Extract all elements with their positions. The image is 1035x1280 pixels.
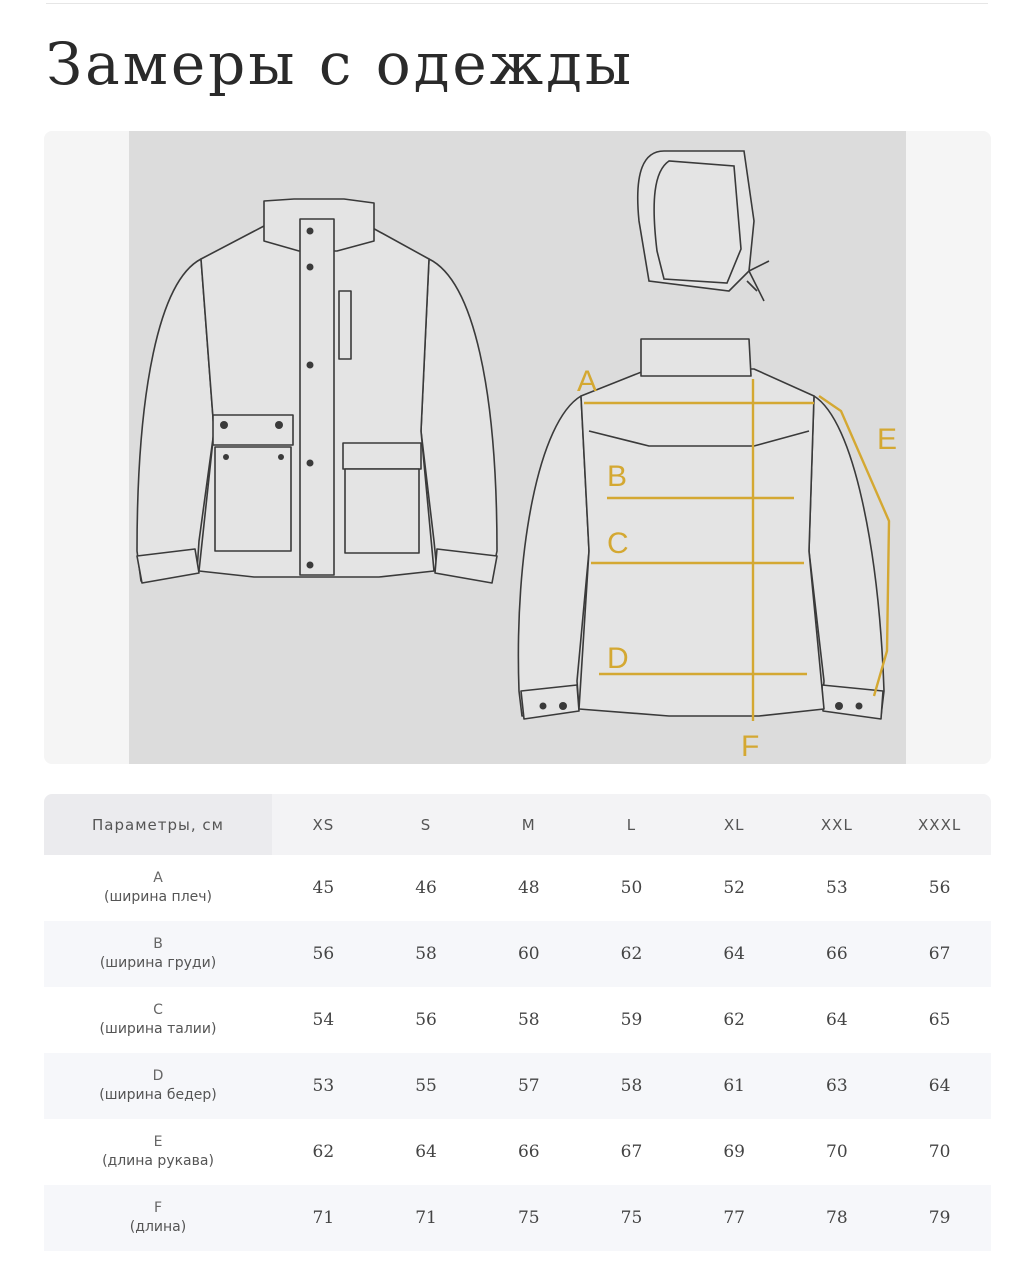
header-size-xxxl: XXXL: [888, 794, 991, 855]
value-cell: 61: [683, 1053, 786, 1119]
param-code: A: [153, 870, 163, 886]
value-cell: 71: [272, 1185, 375, 1251]
jacket-diagram-svg: [129, 131, 906, 764]
value-cell: 48: [517, 878, 540, 898]
front-right-pocket: [345, 469, 419, 553]
back-collar: [641, 339, 751, 376]
table-row: [44, 921, 991, 987]
value-cell: 79: [888, 1185, 991, 1251]
param-cell: [44, 1185, 272, 1251]
value-cell: 58: [580, 1053, 683, 1119]
front-right-sleeve: [421, 259, 497, 579]
value-cell: 63: [786, 1053, 889, 1119]
value-cell: 62: [312, 1142, 335, 1162]
value-cell: 45: [312, 878, 335, 898]
value-cell: 56: [928, 878, 951, 898]
value-cell: 77: [683, 1185, 786, 1251]
table-row: [44, 1053, 991, 1119]
param-desc: (длина): [129, 1219, 187, 1235]
table-row: [44, 855, 991, 921]
label-c: C: [607, 527, 629, 560]
value-cell: 58: [375, 921, 478, 987]
value-cell: 64: [888, 1053, 991, 1119]
value-cell: 64: [683, 921, 786, 987]
front-placket: [300, 219, 334, 575]
header-size-xxl: XXL: [786, 794, 889, 855]
front-left-pocket: [215, 447, 291, 551]
value-cell: 59: [620, 1010, 643, 1030]
param-code: B: [153, 936, 163, 952]
header-size-m: M: [477, 794, 580, 855]
value-cell: 53: [272, 1053, 375, 1119]
param-code: E: [153, 1134, 163, 1150]
value-cell: 64: [415, 1142, 437, 1162]
value-cell: 62: [723, 1010, 745, 1030]
param-cell: [44, 1053, 272, 1119]
value-cell: 56: [415, 1010, 437, 1030]
param-cell: [44, 855, 272, 921]
param-cell: [44, 1119, 272, 1185]
chest-pocket: [339, 291, 351, 359]
param-cell: [44, 987, 272, 1053]
param-code: D: [152, 1068, 164, 1084]
param-desc: (ширина бедер): [99, 1087, 217, 1103]
label-d: D: [607, 642, 629, 675]
size-table: [44, 794, 991, 1251]
value-cell: 62: [580, 921, 683, 987]
top-divider: [46, 0, 988, 4]
header-param: Параметры, см: [44, 794, 272, 855]
param-desc: (ширина талии): [99, 1021, 217, 1037]
table-row: [44, 1119, 991, 1185]
param-desc: (ширина плеч): [104, 889, 212, 905]
header-size-l: L: [580, 794, 683, 855]
front-right-flap: [343, 443, 421, 469]
header-size-s: S: [375, 794, 478, 855]
value-cell: 69: [723, 1142, 745, 1162]
table-row: [44, 987, 991, 1053]
table-header-row: [44, 794, 991, 855]
label-f: F: [741, 730, 760, 763]
value-cell: 56: [272, 921, 375, 987]
param-code: F: [153, 1200, 163, 1216]
value-cell: 58: [517, 1010, 540, 1030]
value-cell: 57: [477, 1053, 580, 1119]
value-cell: 66: [517, 1142, 540, 1162]
back-left-sleeve: [518, 396, 589, 716]
param-desc: (длина рукава): [102, 1153, 214, 1169]
header-size-xs: XS: [272, 794, 375, 855]
value-cell: 67: [888, 921, 991, 987]
value-cell: 60: [477, 921, 580, 987]
page-title: Замеры с одежды: [46, 30, 634, 98]
jacket-diagram: [129, 131, 906, 764]
value-cell: 52: [723, 878, 745, 898]
param-desc: (ширина груди): [99, 955, 217, 971]
hood-cord: [747, 261, 769, 301]
header-size-xl: XL: [683, 794, 786, 855]
value-cell: 64: [826, 1010, 848, 1030]
label-e: E: [877, 423, 898, 456]
param-code: C: [153, 1002, 163, 1018]
value-cell: 54: [312, 1010, 335, 1030]
param-cell: [44, 921, 272, 987]
value-cell: 70: [826, 1142, 848, 1162]
value-cell: 55: [375, 1053, 478, 1119]
label-b: B: [607, 460, 628, 493]
value-cell: 53: [826, 878, 848, 898]
value-cell: 65: [928, 1010, 951, 1030]
value-cell: 71: [375, 1185, 478, 1251]
label-a: A: [577, 365, 598, 398]
jacket-measurement-image: [44, 131, 991, 764]
value-cell: 78: [786, 1185, 889, 1251]
front-left-cuff: [137, 549, 199, 583]
back-right-cuff: [822, 685, 883, 719]
value-cell: 67: [620, 1142, 643, 1162]
table-row: [44, 1185, 991, 1251]
value-cell: 75: [477, 1185, 580, 1251]
value-cell: 75: [580, 1185, 683, 1251]
value-cell: 50: [620, 878, 643, 898]
value-cell: 70: [928, 1142, 951, 1162]
value-cell: 46: [415, 878, 437, 898]
back-left-cuff: [521, 685, 579, 719]
value-cell: 66: [786, 921, 889, 987]
front-left-flap: [213, 415, 293, 445]
